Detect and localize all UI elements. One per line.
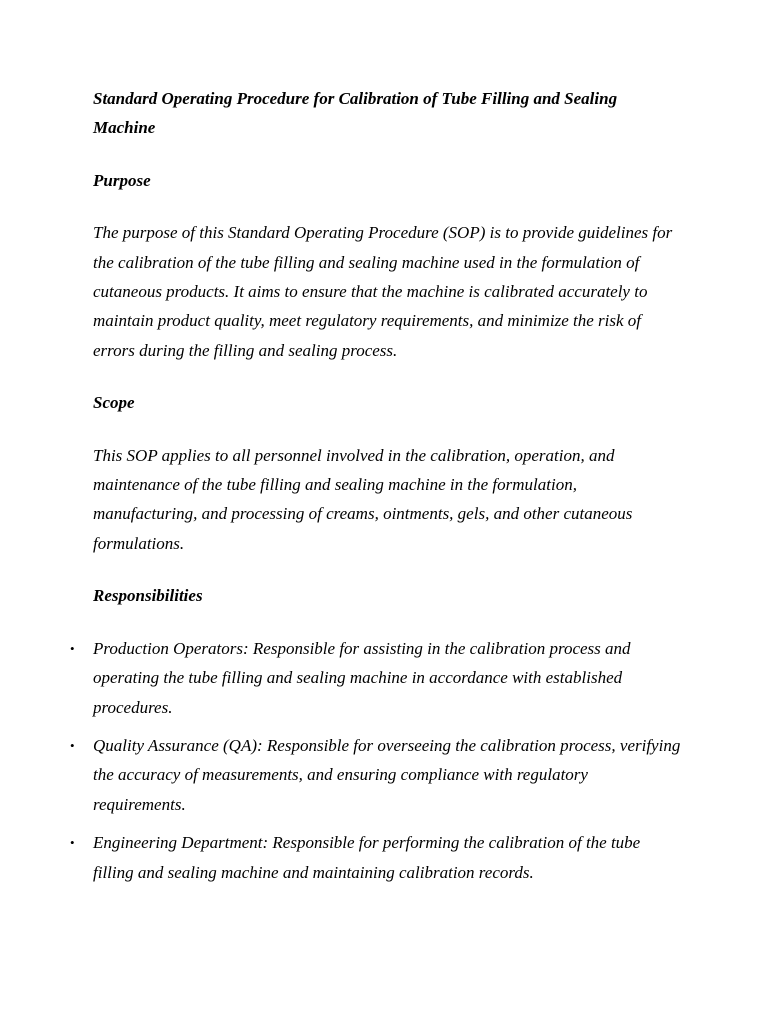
list-item <box>70 634 683 722</box>
list-item-text: Engineering Department: Responsible for performing the calibration of the tube filling and sealing machine and maintaining calibration records. <box>93 833 641 882</box>
bullet-icon: • <box>70 737 75 753</box>
document-page <box>70 84 683 896</box>
responsibilities-list <box>70 634 683 887</box>
scope-heading: Scope <box>93 393 135 413</box>
document-title: Standard Operating Procedure for Calibration of Tube Filling and Sealing Machine <box>93 89 618 138</box>
list-item-text: Quality Assurance (QA): Responsible for overseeing the calibration process, verifying the accuracy of measurements, and ensuring compliance with regulatory requirements. <box>93 735 681 814</box>
responsibilities-heading: Responsibilities <box>93 586 203 606</box>
purpose-paragraph: The purpose of this Standard Operating Procedure (SOP) is to provide guidelines for the calibration of the tube filling and sealing machine used in the formulation of cutaneous products. It aims to ensure that the machine is calibrated accurately to maintain product quality, meet regulatory requirements, and minimize the risk of errors during the filling and sealing process. <box>93 223 673 360</box>
list-item <box>70 828 683 887</box>
scope-paragraph: This SOP applies to all personnel involved in the calibration, operation, and maintenance of the tube filling and sealing machine in the formulation, manufacturing, and processing of creams, ointments, gels, and other cutaneous formulations. <box>93 445 633 553</box>
bullet-icon: • <box>70 835 75 851</box>
bullet-icon: • <box>70 640 75 656</box>
list-item-text: Production Operators: Responsible for assisting in the calibration process and operating the tube filling and sealing machine in accordance with established procedures. <box>93 638 631 717</box>
purpose-heading: Purpose <box>93 170 151 190</box>
list-item <box>70 731 683 819</box>
